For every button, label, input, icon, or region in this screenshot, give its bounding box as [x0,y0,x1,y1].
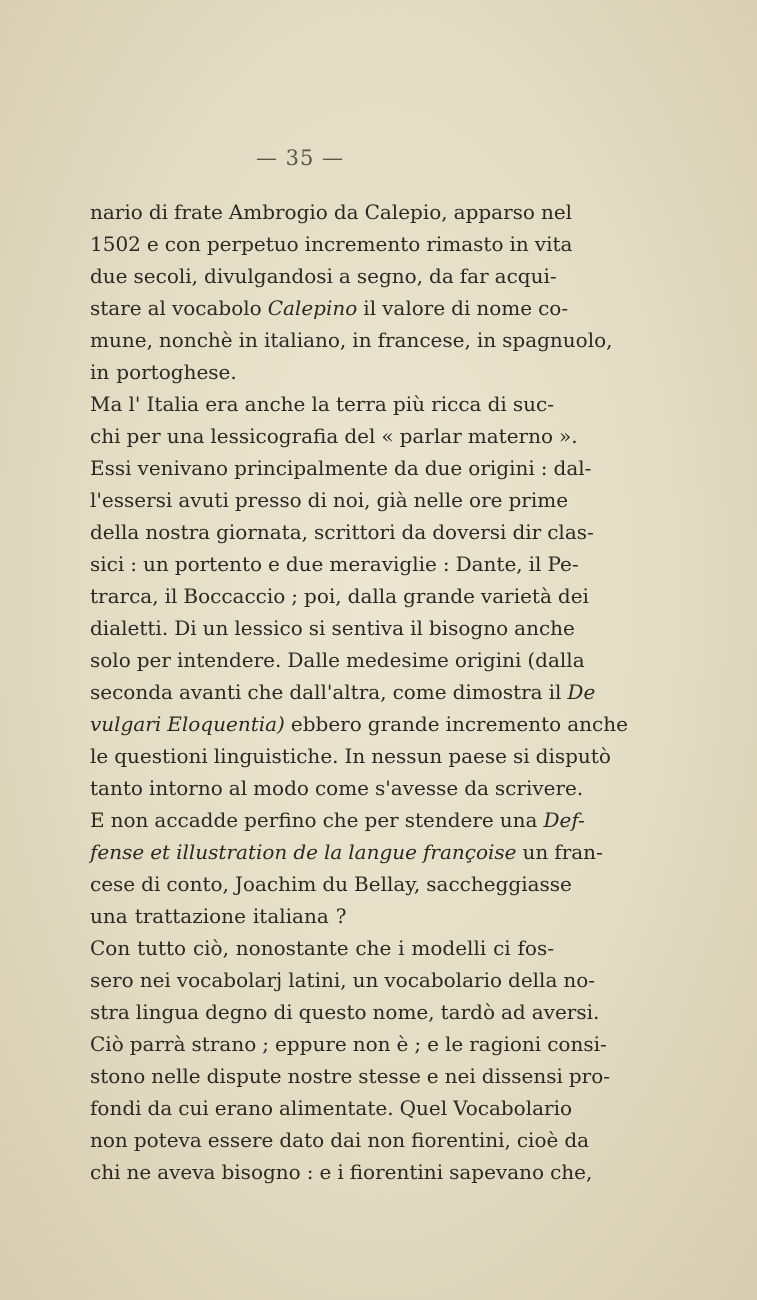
word: Def- [543,808,585,832]
word: Joachim [234,872,317,896]
word: con [164,232,201,256]
word: presso [234,488,302,512]
word: sici [90,552,125,576]
word: E [90,808,105,832]
word: françoise [423,840,517,864]
word: della [508,968,558,992]
word: alimentate. [279,1096,394,1120]
word: ore [469,488,503,512]
word: tardò [440,1000,495,1024]
word: dispute [206,1064,282,1088]
word: di [451,296,471,320]
word: ; [291,584,299,608]
word: lessico [234,616,303,640]
word: il [548,680,562,704]
text-line [90,836,603,868]
word: e [319,1160,332,1184]
word: Dante, [455,552,523,576]
word: nario [90,200,143,224]
word: terra [335,392,387,416]
word: aveva [157,1160,216,1184]
text-line [90,996,600,1028]
word: dal- [553,456,592,480]
word: valore [382,296,446,320]
word: Con [90,936,131,960]
word: materno [467,424,554,448]
word: consi- [547,1032,607,1056]
word: du [322,872,349,896]
word: aversi. [531,1000,600,1024]
word: di [141,872,161,896]
word: 1502 [90,232,141,256]
word: i [398,936,405,960]
word: del [344,424,376,448]
word: da [333,200,359,224]
word: nostra [145,520,211,544]
word: i [337,1160,344,1184]
word: è [396,1032,409,1056]
word: due [90,264,128,288]
text-line [90,228,573,260]
word: ebbero [290,712,362,736]
word: poteva [133,1128,202,1152]
word: eppure [275,1032,347,1056]
word: il [528,552,542,576]
text-line [90,356,560,388]
text-line [90,420,578,452]
word: dato [279,1128,325,1152]
word: il [164,584,178,608]
word: un [143,552,169,576]
word: avuti [178,488,229,512]
word: un [522,840,549,864]
word: co- [538,296,569,320]
word: dall'altra, [289,680,387,704]
word: non [352,1032,391,1056]
word: nessun [371,744,443,768]
word: chi [90,424,121,448]
word: come [314,776,369,800]
word: vocabolario [384,968,503,992]
word: ragioni [469,1032,542,1056]
word: cioè [516,1128,559,1152]
word: dai [330,1128,362,1152]
word: ad [501,1000,526,1024]
word: parlar [399,424,462,448]
text-line [90,1060,611,1092]
word: un [202,616,229,640]
text-line [90,612,575,644]
word: sentiva [331,616,405,640]
text-line [90,196,573,228]
word: trattazione [134,904,246,928]
word: e [426,1064,439,1088]
word: parrà [129,1032,186,1056]
word: : [442,552,450,576]
word: noi, [332,488,371,512]
text-line [90,708,628,740]
word: incremento [304,232,421,256]
word: dei [557,584,589,608]
word: seconda [90,680,173,704]
word: De [567,680,596,704]
word: apparso [453,200,535,224]
word: in [238,328,258,352]
word: in [90,360,110,384]
word: non [367,1128,406,1152]
text-line [90,644,585,676]
word: che [247,680,284,704]
word: stesse [358,1064,421,1088]
word: intendere. [176,648,282,672]
word: no- [563,968,596,992]
word: illustration [176,840,288,864]
text-line [90,324,613,356]
word: vocabolarj [176,968,283,992]
word: intorno [148,776,223,800]
word: cese [90,872,136,896]
word: nelle [151,1064,201,1088]
word: Calepino [267,296,358,320]
word: scrivere. [494,776,584,800]
word: nelle [413,488,464,512]
word: la [311,392,330,416]
text-line [90,516,594,548]
word: et [150,840,171,864]
word: rimasto [426,232,504,256]
word: Eloquentia) [167,712,285,736]
word: perfino [244,808,317,832]
text-line [90,452,592,484]
text-line [90,548,579,580]
word: : [130,552,138,576]
word: nome, [372,1000,435,1024]
word: fran- [554,840,603,864]
word: per [136,648,171,672]
word: Dalle [287,648,340,672]
word: nonchè [158,328,233,352]
word: pro- [568,1064,611,1088]
word: a [338,264,351,288]
word: una [90,904,128,928]
word: e [146,232,159,256]
word: e [427,1032,439,1056]
text-line [90,1124,590,1156]
word: « [381,424,394,448]
word: Calepio, [364,200,448,224]
word: al [228,776,248,800]
word: anche [514,616,575,640]
word: già [376,488,408,512]
word: ciò, [192,936,229,960]
word: origini [468,456,535,480]
word: portento [174,552,263,576]
word: che [322,808,359,832]
word: Quel [399,1096,448,1120]
word: : [306,1160,314,1184]
word: Essi [90,456,132,480]
word: ; [414,1032,422,1056]
word: clas- [547,520,594,544]
word: che, [550,1160,593,1184]
word: anche [567,712,628,736]
word: venivano [137,456,229,480]
word: lessicografia [210,424,339,448]
word: da [429,264,454,288]
word: incremento [445,712,562,736]
word: strano [191,1032,257,1056]
word: due [285,552,324,576]
word: perpetuo [206,232,299,256]
word: modelli [411,936,487,960]
word: Italia [146,392,200,416]
word: nome [476,296,533,320]
word: tutto [137,936,187,960]
word: non [90,1128,128,1152]
word: ». [559,424,578,448]
word: poi, [304,584,342,608]
body-text [90,196,628,1188]
word: fiorentini [349,1160,444,1184]
word: mune, [90,328,153,352]
word: doversi [432,520,507,544]
word: dir [512,520,542,544]
word: suc- [512,392,554,416]
word: modo [253,776,309,800]
word: il [363,296,377,320]
word: questioni [114,744,208,768]
word: per [364,808,399,832]
word: in [476,328,497,352]
word: fense [90,840,145,864]
word: questo [298,1000,367,1024]
word: nostre [287,1064,353,1088]
word: per [126,424,161,448]
word: scrittori [314,520,396,544]
word: ne [126,1160,152,1184]
word: sapevano [449,1160,545,1184]
word: degno [205,1000,268,1024]
word: vita [534,232,573,256]
word: de [293,840,318,864]
word: vocabolo [171,296,262,320]
text-line [90,388,560,420]
word: (dalla [527,648,585,672]
word: fiorentini, [411,1128,511,1152]
word: varietà [480,584,552,608]
word: accadde [154,808,239,832]
word: In [344,744,366,768]
word: Di [174,616,197,640]
text-line [90,964,596,996]
word: Ciò [90,1032,124,1056]
word: in [509,232,529,256]
word: da [464,776,489,800]
word: Ambrogio [228,200,328,224]
word: di [487,392,507,416]
word: avanti [178,680,242,704]
word: stono [90,1064,146,1088]
text-line [90,676,596,708]
word: Vocabolario [453,1096,573,1120]
word: al [147,296,166,320]
word: da [401,520,427,544]
word: disputò [535,744,611,768]
text-line [90,484,569,516]
word: solo [90,648,131,672]
word: ; [262,1032,269,1056]
word: come [392,680,447,704]
word: sero [90,968,134,992]
text-line [90,1156,593,1188]
word: acqui- [494,264,557,288]
word: langue [348,840,418,864]
word: tanto [90,776,143,800]
word: stra [90,1000,130,1024]
word: far [459,264,489,288]
word: giornata, [216,520,309,544]
word: grande [367,712,440,736]
word: di [307,488,327,512]
word: meraviglie [329,552,437,576]
word: divulgandosi [204,264,333,288]
word: le [444,1032,464,1056]
word: medesime [345,648,449,672]
word: che [355,936,392,960]
word: essere [207,1128,274,1152]
word: ? [335,904,347,928]
word: origini [454,648,522,672]
word: saccheggiasse [426,872,572,896]
word: fos- [517,936,554,960]
word: dialetti. [90,616,169,640]
word: principalmente [234,456,389,480]
word: da [394,456,419,480]
word: prime [508,488,569,512]
text-line [90,772,584,804]
word: da [564,1128,590,1152]
word: ci [493,936,511,960]
word: bisogno [221,1160,301,1184]
text-line [90,900,560,932]
text-line [90,932,560,964]
word: portoghese. [116,360,237,384]
word: paese [448,744,507,768]
text-line [90,804,585,836]
text-line [90,740,611,772]
word: più [392,392,426,416]
word: una [499,808,538,832]
word: anche [244,392,306,416]
word: stendere [404,808,494,832]
text-line [90,868,572,900]
word: nei [139,968,171,992]
word: s'avesse [375,776,459,800]
word: era [205,392,239,416]
word: in [352,328,372,352]
text-line [90,292,569,324]
word: latini, [288,968,347,992]
word: spagnuolo, [502,328,613,352]
word: cui [178,1096,209,1120]
word: nel [540,200,573,224]
word: nei [444,1064,476,1088]
text-line [90,580,589,612]
word: di [148,200,169,224]
word: ricca [431,392,482,416]
word: l' [128,392,141,416]
word: frate [174,200,223,224]
word: il [410,616,423,640]
word: grande [403,584,475,608]
word: si [512,744,530,768]
text-line [90,260,560,292]
word: secoli, [133,264,199,288]
word: : [540,456,548,480]
word: segno, [356,264,424,288]
word: Boccaccio [183,584,286,608]
word: francese, [377,328,471,352]
page-number: — 35 — [255,146,345,170]
word: una [166,424,205,448]
text-line [90,1092,573,1124]
word: conto, [166,872,229,896]
word: si [308,616,326,640]
word: un [352,968,379,992]
word: dissensi [481,1064,563,1088]
word: vulgari [90,712,162,736]
word: chi [90,1160,121,1184]
word: linguistiche. [213,744,339,768]
word: due [424,456,463,480]
word: di [273,1000,293,1024]
word: nonostante [235,936,349,960]
word: Bellay, [354,872,421,896]
word: l'essersi [90,488,173,512]
word: dimostra [452,680,543,704]
word: fondi [90,1096,142,1120]
word: la [323,840,343,864]
word: non [110,808,149,832]
word: Ma [90,392,123,416]
word: lingua [135,1000,200,1024]
text-line [90,1028,607,1060]
word: da [147,1096,173,1120]
word: italiano, [263,328,347,352]
word: della [90,520,140,544]
word: Pe- [547,552,579,576]
word: le [90,744,109,768]
word: trarca, [90,584,159,608]
word: italiana [252,904,329,928]
word: erano [214,1096,273,1120]
word: dalla [347,584,398,608]
word: bisogno [428,616,509,640]
word: e [268,552,280,576]
word: stare [90,296,142,320]
